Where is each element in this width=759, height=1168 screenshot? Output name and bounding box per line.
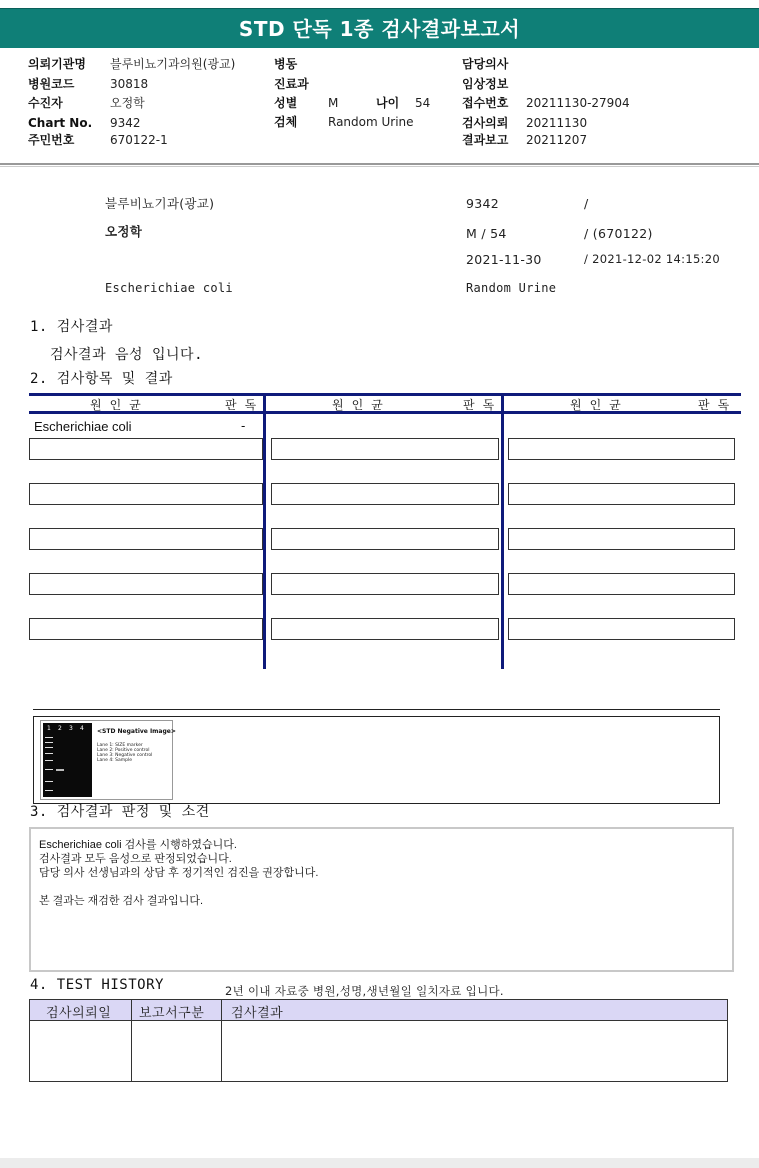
report-title: STD 단독 1종 검사결과보고서 bbox=[238, 17, 521, 41]
header-value: 54 bbox=[415, 96, 431, 110]
result-value: - bbox=[241, 418, 246, 433]
page-bottom-strip bbox=[0, 1158, 759, 1168]
header-value: 30818 bbox=[110, 77, 149, 91]
result-cell bbox=[271, 483, 499, 505]
history-col-result: 검사결과 bbox=[231, 1006, 284, 1021]
header-label: 주민번호 bbox=[28, 133, 75, 147]
header-value: 20211130 bbox=[526, 116, 588, 130]
header-label: 의뢰기관명 bbox=[28, 57, 86, 71]
table-column-divider bbox=[501, 393, 504, 669]
header-divider bbox=[0, 163, 759, 165]
header-label: 병동 bbox=[274, 57, 298, 71]
summary-hospital: 블루비뇨기과(광교) bbox=[105, 196, 215, 211]
marker-band bbox=[45, 769, 53, 770]
lane-number: 4 bbox=[80, 725, 84, 732]
gel-note: Lane 3: Negative control bbox=[97, 753, 153, 758]
lane-number: 1 bbox=[47, 725, 51, 732]
opinion-line: 본 결과는 재검한 검사 결과입니다. bbox=[39, 895, 204, 907]
col-head-pathogen: 원인균 bbox=[570, 398, 629, 412]
opinion-line: 담당 의사 선생님과의 상담 후 정기적인 검진을 권장합니다. bbox=[39, 867, 319, 879]
result-cell bbox=[508, 528, 735, 550]
section-1-title: 1. 검사결과 bbox=[30, 319, 113, 335]
header-label: 임상정보 bbox=[462, 77, 509, 91]
summary-received: 2021-11-30 bbox=[466, 252, 542, 267]
result-cell bbox=[271, 438, 499, 460]
opinion-line: Escherichiae coli 검사를 시행하였습니다. bbox=[39, 839, 237, 851]
header-value: Random Urine bbox=[328, 115, 414, 129]
history-column-divider bbox=[221, 1000, 222, 1082]
result-cell bbox=[508, 573, 735, 595]
section-1-result: 검사결과 음성 입니다. bbox=[50, 347, 204, 363]
result-cell bbox=[508, 438, 735, 460]
header-label: 결과보고 bbox=[462, 133, 509, 147]
result-cell bbox=[29, 438, 263, 460]
gel-title: <STD Negative Image> bbox=[97, 728, 176, 735]
history-header bbox=[30, 1000, 727, 1021]
header-divider bbox=[0, 166, 759, 167]
header-value: 9342 bbox=[110, 116, 141, 130]
header-label: 검사의뢰 bbox=[462, 116, 509, 130]
summary-slash: / bbox=[584, 196, 589, 211]
result-cell bbox=[29, 573, 263, 595]
lane-number: 3 bbox=[69, 725, 73, 732]
result-pathogen: Escherichiae coli bbox=[34, 419, 132, 434]
result-cell bbox=[29, 528, 263, 550]
header-value: 20211130-27904 bbox=[526, 96, 630, 110]
col-head-judgement: 판독 bbox=[225, 398, 265, 412]
summary-chart: 9342 bbox=[466, 196, 500, 211]
summary-specimen: Random Urine bbox=[466, 281, 557, 295]
header-value: 670122-1 bbox=[110, 133, 168, 147]
result-cell bbox=[29, 483, 263, 505]
marker-band bbox=[45, 760, 53, 761]
result-cell bbox=[508, 483, 735, 505]
header-label: 수진자 bbox=[28, 96, 63, 110]
header-value: 오정학 bbox=[110, 96, 145, 110]
marker-band bbox=[45, 753, 53, 754]
result-cell bbox=[508, 618, 735, 640]
marker-band bbox=[45, 737, 53, 738]
header-label: 담당의사 bbox=[462, 57, 509, 71]
header-value: 블루비뇨기과의원(광교) bbox=[110, 57, 236, 71]
summary-sex-age: M / 54 bbox=[466, 226, 507, 241]
col-head-judgement: 판독 bbox=[698, 398, 738, 412]
header-label: 나이 bbox=[376, 96, 400, 110]
section-2-title: 2. 검사항목 및 결과 bbox=[30, 371, 173, 387]
header-value: M bbox=[328, 96, 339, 110]
summary-reported: / 2021-12-02 14:15:20 bbox=[584, 252, 720, 266]
marker-band bbox=[45, 781, 53, 782]
header-label: 검체 bbox=[274, 115, 298, 129]
col-head-judgement: 판독 bbox=[463, 398, 503, 412]
section-3-title: 3. 검사결과 판정 및 소견 bbox=[30, 804, 210, 820]
result-cell bbox=[271, 573, 499, 595]
col-head-pathogen: 원인균 bbox=[332, 398, 391, 412]
header-label: 진료과 bbox=[274, 77, 309, 91]
marker-band bbox=[45, 742, 53, 743]
marker-band bbox=[45, 747, 53, 748]
title-bar bbox=[0, 8, 759, 48]
marker-band bbox=[45, 790, 53, 791]
table-column-divider bbox=[263, 393, 266, 669]
summary-name: 오정학 bbox=[105, 224, 143, 239]
lane-number: 2 bbox=[58, 725, 62, 732]
result-cell bbox=[271, 528, 499, 550]
header-label: 접수번호 bbox=[462, 96, 509, 110]
header-value: 20211207 bbox=[526, 133, 588, 147]
summary-birth: / (670122) bbox=[584, 226, 653, 241]
gel-note: Lane 4: Sample bbox=[97, 758, 132, 763]
gel-note: Lane 2: Positive control bbox=[97, 748, 150, 753]
result-cell bbox=[29, 618, 263, 640]
opinion-line: 검사결과 모두 음성으로 판정되었습니다. bbox=[39, 853, 232, 865]
history-col-request-date: 검사의뢰일 bbox=[46, 1006, 112, 1021]
header-label: 병원코드 bbox=[28, 77, 75, 91]
positive-band bbox=[56, 769, 64, 771]
history-note: 2년 이내 자료중 병원,성명,생년월일 일치자료 입니다. bbox=[225, 984, 504, 998]
result-cell bbox=[271, 618, 499, 640]
history-column-divider bbox=[131, 1000, 132, 1082]
image-top-rule bbox=[33, 709, 720, 710]
header-label: Chart No. bbox=[28, 116, 93, 130]
header-label: 성별 bbox=[274, 96, 298, 110]
summary-test: Escherichiae coli bbox=[105, 281, 233, 295]
section-4-title: 4. TEST HISTORY bbox=[30, 977, 164, 993]
gel-note: Lane 1: SIZE marker bbox=[97, 743, 143, 748]
history-col-report-type: 보고서구분 bbox=[139, 1006, 205, 1021]
gel-electrophoresis-image bbox=[43, 723, 92, 797]
col-head-pathogen: 원인균 bbox=[90, 398, 149, 412]
